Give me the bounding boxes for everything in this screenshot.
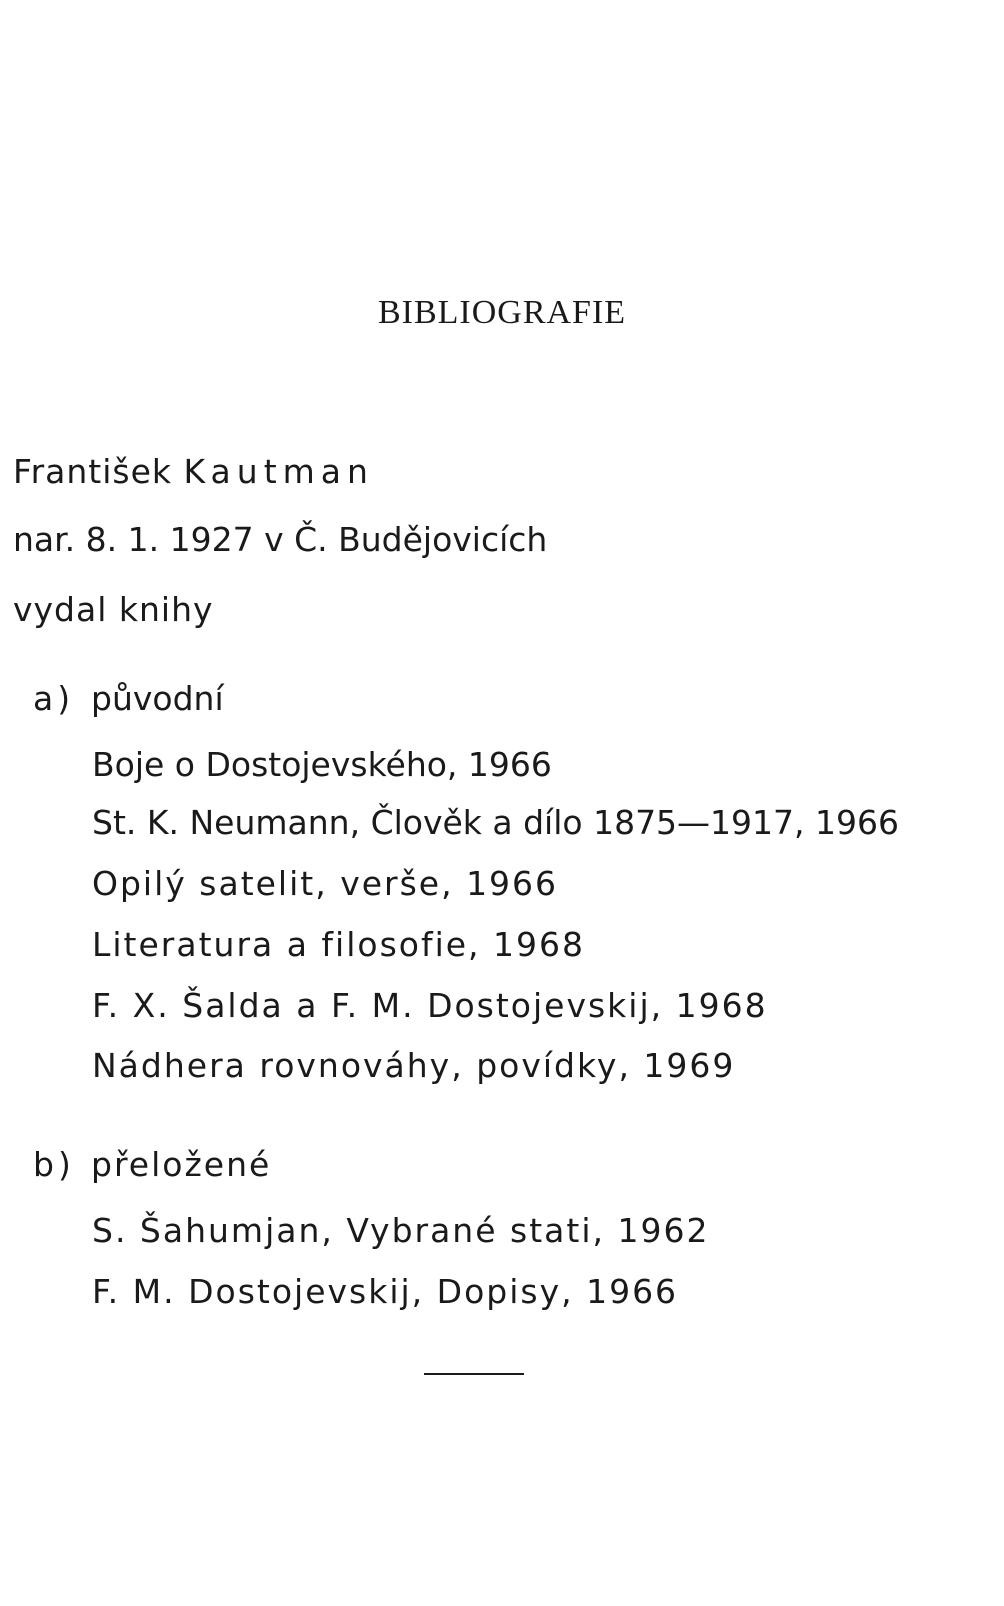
book-entry: F. X. Šalda a F. M. Dostojevskij, 1968 — [92, 986, 768, 1025]
published-intro: vydal knihy — [13, 590, 214, 629]
book-entry: Boje o Dostojevského, 1966 — [92, 745, 552, 784]
section-translated-heading — [33, 1145, 272, 1184]
book-entry: S. Šahumjan, Vybrané stati, 1962 — [92, 1211, 710, 1250]
book-entry: Nádhera rovnováhy, povídky, 1969 — [92, 1046, 736, 1085]
book-entry: St. K. Neumann, Člověk a dílo 1875—1917, 1966 — [92, 803, 900, 842]
book-entry: F. M. Dostojevskij, Dopisy, 1966 — [92, 1272, 679, 1311]
section-translated-letter: b) — [33, 1145, 75, 1184]
birth-info: nar. 8. 1. 1927 v Č. Budějovicích — [13, 520, 548, 559]
author-first-name: František — [13, 452, 172, 491]
author-last-name: Kautman — [183, 452, 374, 491]
closing-rule — [424, 1373, 524, 1375]
author-name — [13, 452, 374, 491]
section-original-heading — [33, 679, 224, 718]
section-original-letter: a) — [33, 679, 75, 718]
section-translated-label: přeložené — [91, 1145, 272, 1184]
book-entry: Opilý satelit, verše, 1966 — [92, 864, 559, 903]
section-original-label: původní — [91, 679, 224, 718]
page-title: BIBLIOGRAFIE — [377, 294, 627, 331]
book-entry: Literatura a filosofie, 1968 — [92, 925, 586, 964]
